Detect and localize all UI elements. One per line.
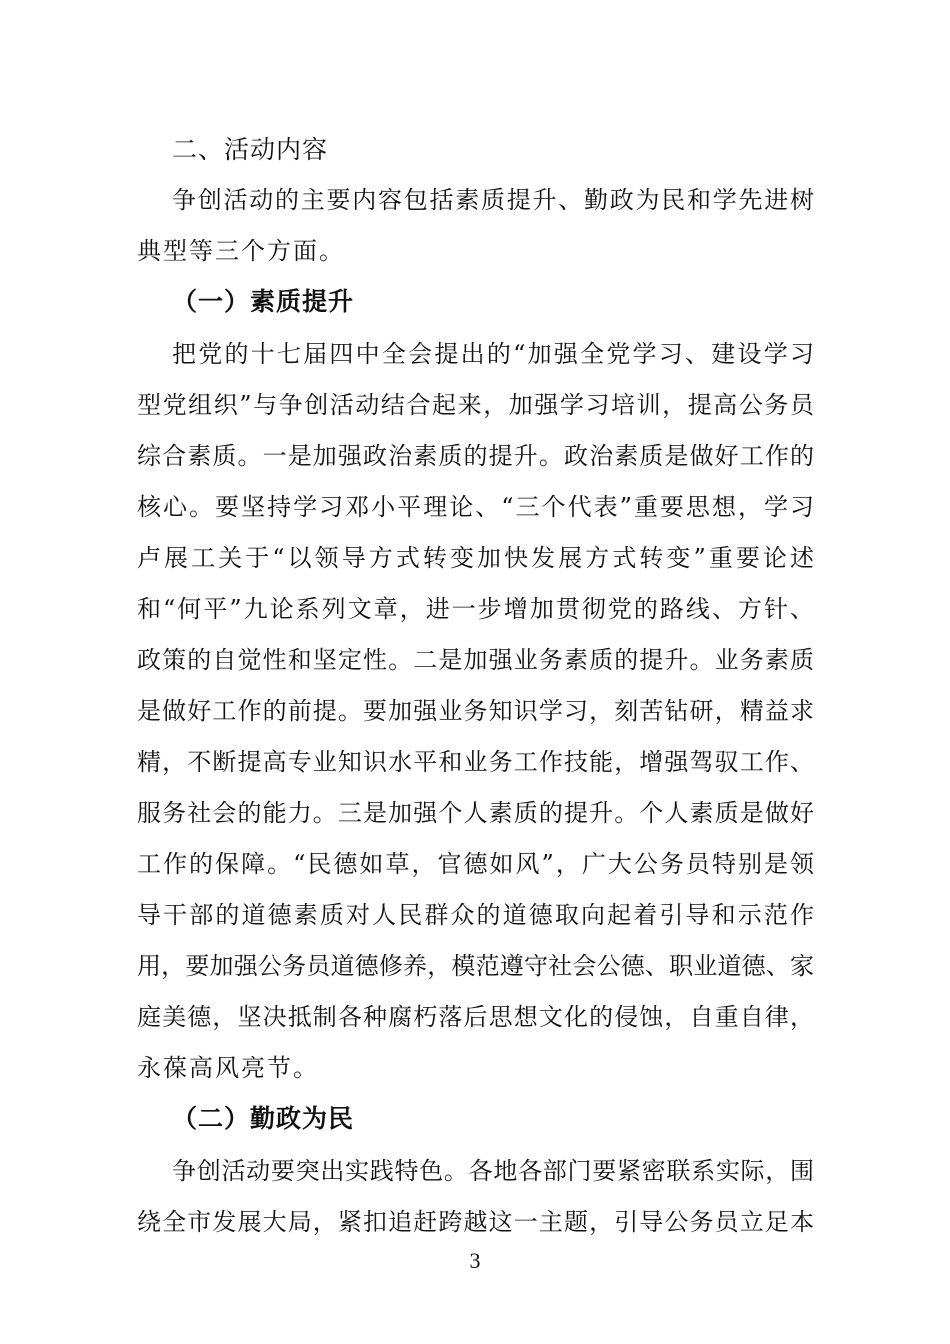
paragraph-line: 核心。要坚持学习邓小平理论、“三个代表”重要思想，学习 — [137, 493, 814, 521]
paragraph-line: 工作的保障。“民德如草，官德如风”，广大公务员特别是领 — [137, 850, 814, 878]
paragraph-line: 争创活动的主要内容包括素质提升、勤政为民和学先进树 — [172, 186, 814, 214]
paragraph-line: 型党组织”与争创活动结合起来，加强学习培训，提高公务员 — [137, 391, 814, 419]
paragraph-line: 服务社会的能力。三是加强个人素质的提升。个人素质是做好 — [137, 799, 814, 827]
paragraph-line: 争创活动要突出实践特色。各地各部门要紧密联系实际，围 — [172, 1157, 814, 1185]
paragraph-line: 综合素质。一是加强政治素质的提升。政治素质是做好工作的 — [137, 442, 814, 470]
paragraph-line: 典型等三个方面。 — [137, 237, 345, 265]
subsection-heading-diligence: （二）勤政为民 — [172, 1104, 355, 1133]
paragraph-line: 绕全市发展大局，紧扣追赶跨越这一主题，引导公务员立足本 — [137, 1208, 814, 1236]
page-number: 3 — [469, 1248, 481, 1273]
paragraph-line: 导干部的道德素质对人民群众的道德取向起着引导和示范作 — [137, 901, 814, 929]
paragraph-line: 政策的自觉性和坚定性。二是加强业务素质的提升。业务素质 — [137, 646, 814, 674]
paragraph-line: 把党的十七届四中全会提出的“加强全党学习、建设学习 — [172, 340, 814, 368]
paragraph-line: 是做好工作的前提。要加强业务知识学习，刻苦钻研，精益求 — [137, 697, 814, 725]
subsection-heading-quality: （一）素质提升 — [172, 287, 355, 316]
paragraph-line: 用，要加强公务员道德修养，模范遵守社会公德、职业道德、家 — [137, 952, 814, 980]
paragraph-line: 庭美德，坚决抵制各种腐朽落后思想文化的侵蚀，自重自律， — [137, 1003, 814, 1031]
section-heading-activity-content: 二、活动内容 — [172, 135, 329, 164]
paragraph-line: 和“何平”九论系列文章，进一步增加贯彻党的路线、方针、 — [137, 595, 814, 623]
paragraph-line: 永葆高风亮节。 — [137, 1054, 319, 1082]
paragraph-line: 精，不断提高专业知识水平和业务工作技能，增强驾驭工作、 — [137, 748, 814, 776]
paragraph-line: 卢展工关于“以领导方式转变加快发展方式转变”重要论述 — [137, 544, 814, 572]
